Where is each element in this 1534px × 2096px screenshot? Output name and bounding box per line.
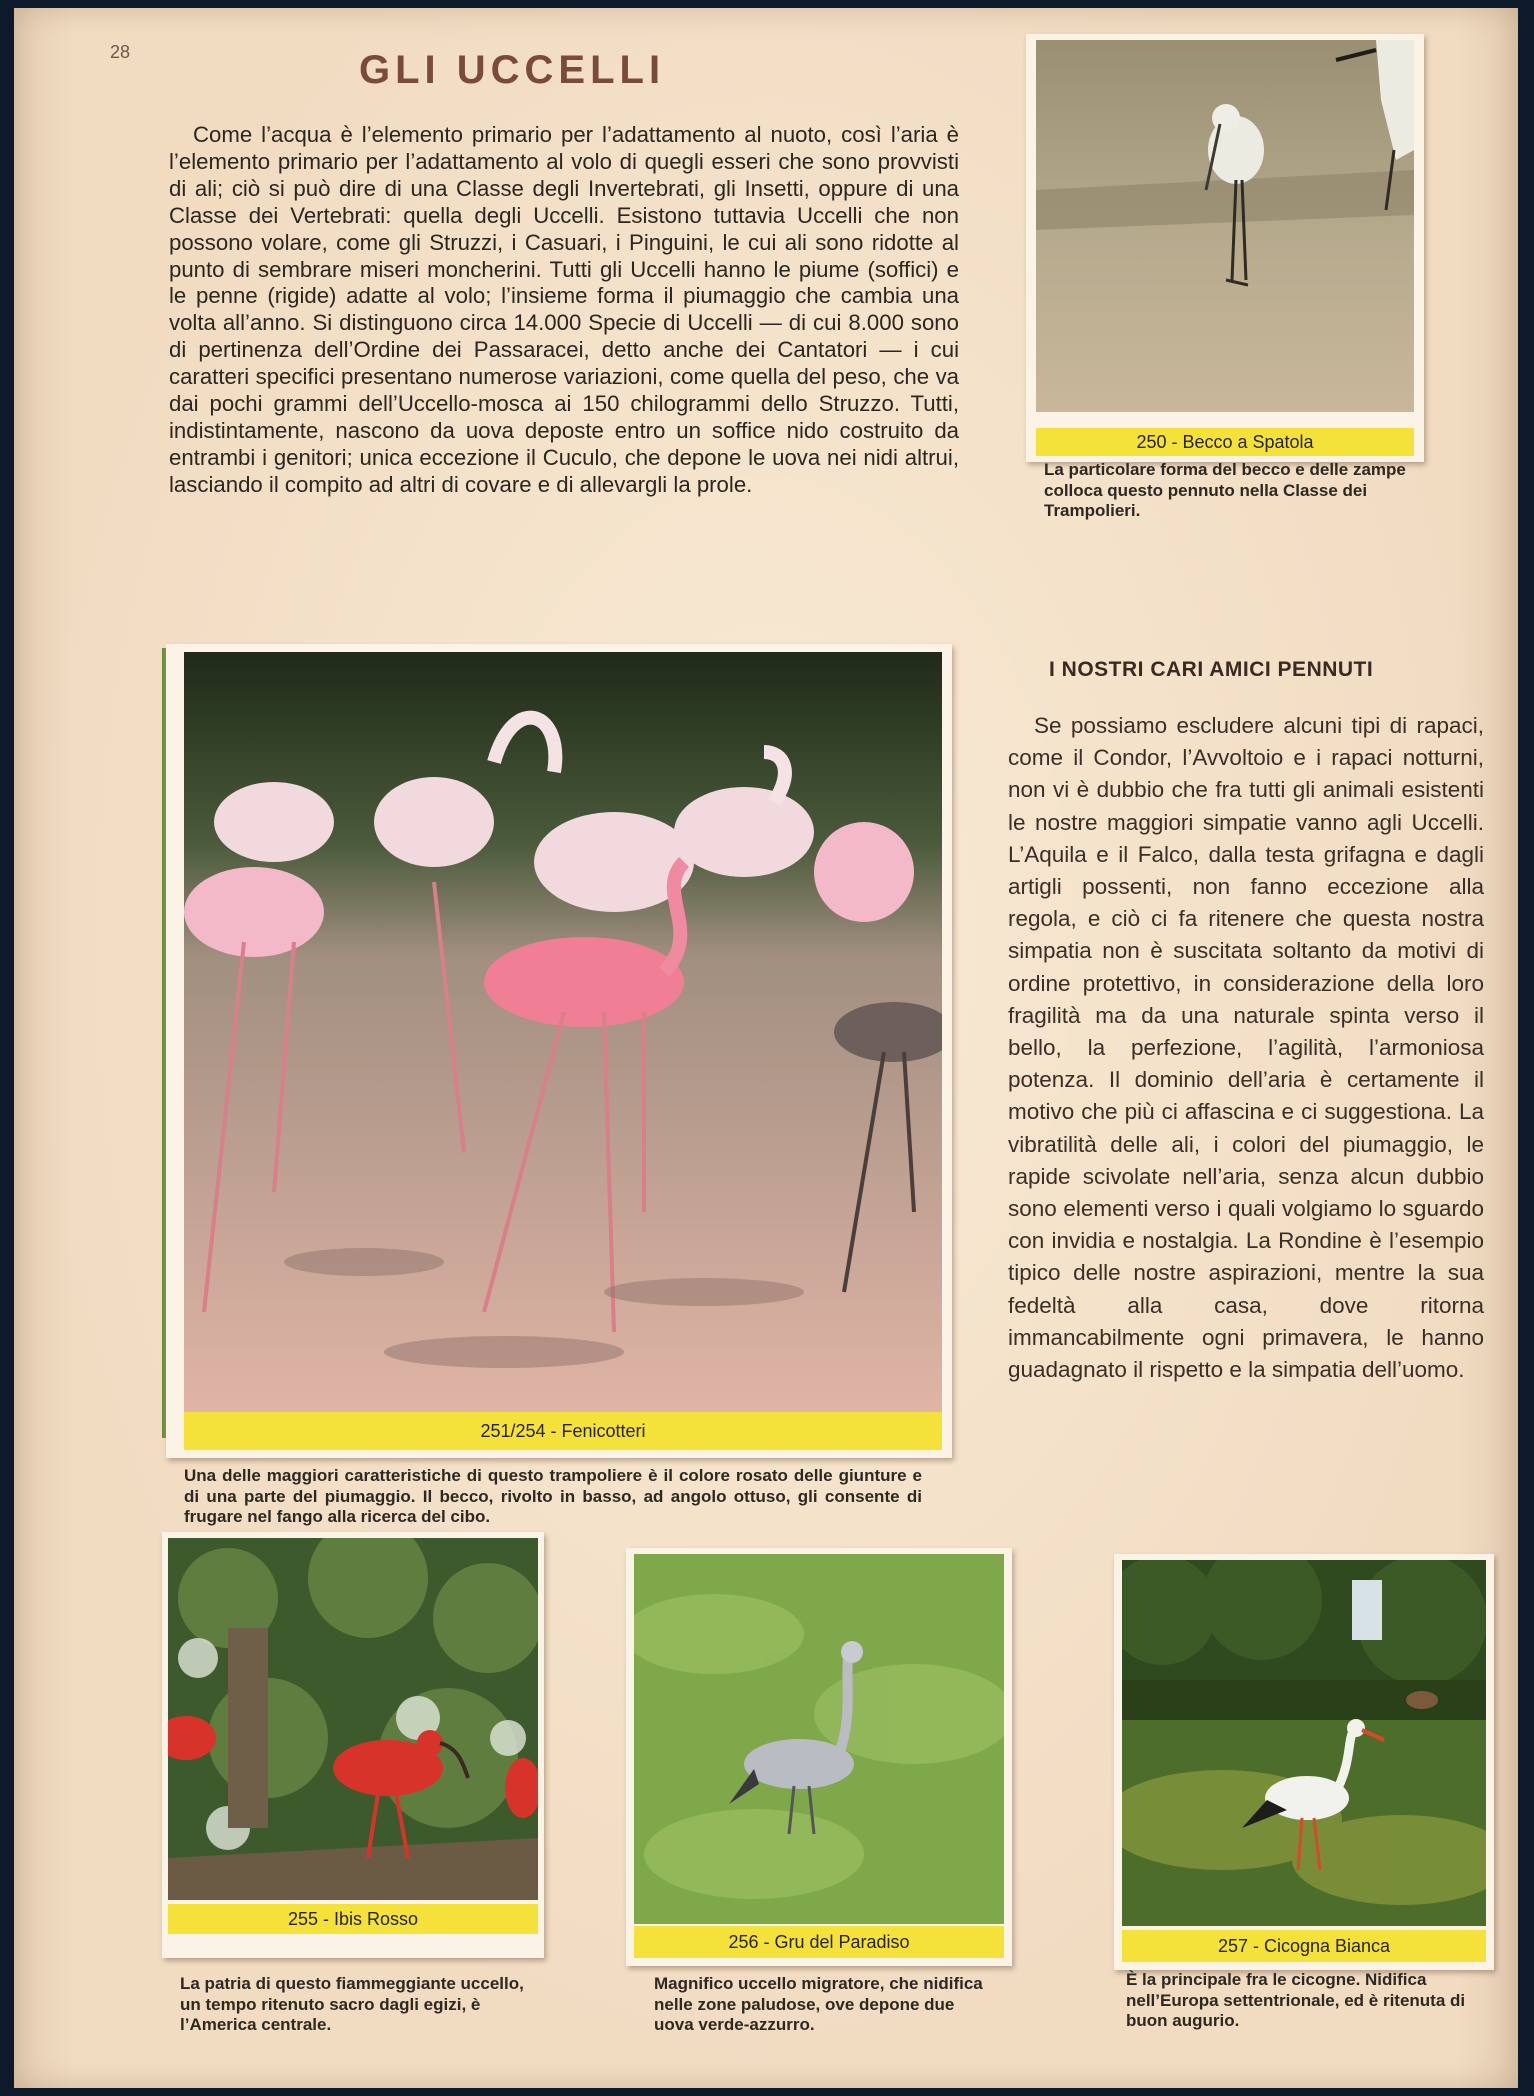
section-text: Se possiamo escludere alcuni tipi di rapaci, come il Condor, l’Avvoltoio e i rapaci notturni, non vi è dubbio che fra tutti gli animali esistenti le nostre maggiori simpatie vanno agli Uccelli. L’Aquila e il Falco, dalla testa grifagna e dagli artigli possenti, non fanno eccezione alla regola, e ciò ci fa ritenere che questa nostra simpatia non è suscitata soltanto da motivi di ordine protettivo, in considerazione della loro fragilità ma da una naturale spinta verso il bello, la perfezione, l’agilità, l’armoniosa potenza. Il dominio dell’aria è certamente il motivo che più ci affascina e ci suggestiona. La vibratilità delle ali, i colori del piumaggio, le rapide scivolate nell’aria, senza alcun dubbio sono elementi verso i quali volgiamo lo sguardo con invidia e nostalgia. La Rondine è l’esempio tipico delle nostre aspirazioni, mentre la sua fedeltà alla casa, dove ritorna immancabilmente ogni primavera, le hanno guadagnato il rispetto e la simpatia dell’uomo. [1008,713,1484,1383]
cicogna-label: 257 - Cicogna Bianca [1122,1930,1486,1962]
album-page [14,8,1518,2088]
ibis-label: 255 - Ibis Rosso [168,1904,538,1934]
intro-text: Come l’acqua è l’elemento primario per l’adattamento al nuoto, così l’aria è l’elemento primario per l’adattamento al volo di quegli esseri che sono provvisti di ali; ciò si può dire di una Classe degli Invertebrati, gli Insetti, oppure di una Classe dei Vertebrati: quella degli Uccelli. Esistono tuttavia Uccelli che non possono volare, come gli Struzzi, i Casuari, i Pinguini, le cui ali sono ridotte al punto di sembrare miseri moncherini. Tutti gli Uccelli hanno le piume (soffici) e le penne (rigide) adatte al volo; l’insieme forma il piumaggio che cambia una volta all’anno. Si distinguono circa 14.000 Specie di Uccelli — di cui 8.000 sono di pertinenza dell’Ordine dei Passaracei, detto anche dei Cantatori — i cui caratteri specifici presentano numerose variazioni, come quella del peso, che va dai pochi grammi dell’Uccello-mosca ai 150 chilogrammi dello Struzzo. Tutti, indistintamente, nascono da uova deposte entro un soffice nido costruito da entrambi i genitori; unica eccezione il Cuculo, che depone le uova nei nidi altrui, lasciando il compito ad altri di covare e di allevargli la prole. [169,122,959,497]
spatola-photo [1036,40,1414,412]
gru-photo [634,1554,1004,1924]
ibis-caption: La patria di questo fiammeggiante uccello, un tempo ritenuto sacro dagli egizi, è l’America centrale. [180,1974,524,2034]
fenicotteri-photo [184,652,942,1412]
fenicotteri-label: 251/254 - Fenicotteri [184,1412,942,1450]
sticker-spatola [1026,34,1424,462]
cicogna-caption: È la principale fra le cicogne. Nidifica nell’Europa settentrionale, ed è ritenuta di buon augurio. [1126,1970,1466,2030]
spatola-label: 250 - Becco a Spatola [1036,428,1414,456]
sticker-ibis [162,1532,544,1958]
section-heading: I NOSTRI CARI AMICI PENNUTI [1049,658,1374,681]
section-paragraph [1008,710,1484,1386]
ibis-photo [168,1538,538,1900]
gru-caption: Magnifico uccello migratore, che nidifica nelle zone paludose, ove depone due uova verde-azzurro. [654,1974,983,2034]
page-title: GLI UCCELLI [359,48,666,92]
gru-label: 256 - Gru del Paradiso [634,1926,1004,1958]
sticker-fenicotteri [166,644,952,1458]
sticker-gru [626,1548,1012,1966]
intro-paragraph [169,122,959,499]
cicogna-photo [1122,1560,1486,1926]
spatola-caption: La particolare forma del becco e delle zampe colloca questo pennuto nella Classe dei Trampolieri. [1044,460,1406,520]
sticker-cicogna [1114,1554,1494,1970]
fenicotteri-caption: Una delle maggiori caratteristiche di questo trampoliere è il colore rosato delle giunture e di una parte del piumaggio. Il becco, rivolto in basso, ad angolo ottuso, gli consente di frugare nel fango alla ricerca del cibo. [184,1466,922,1526]
page-number: 28 [110,42,131,62]
